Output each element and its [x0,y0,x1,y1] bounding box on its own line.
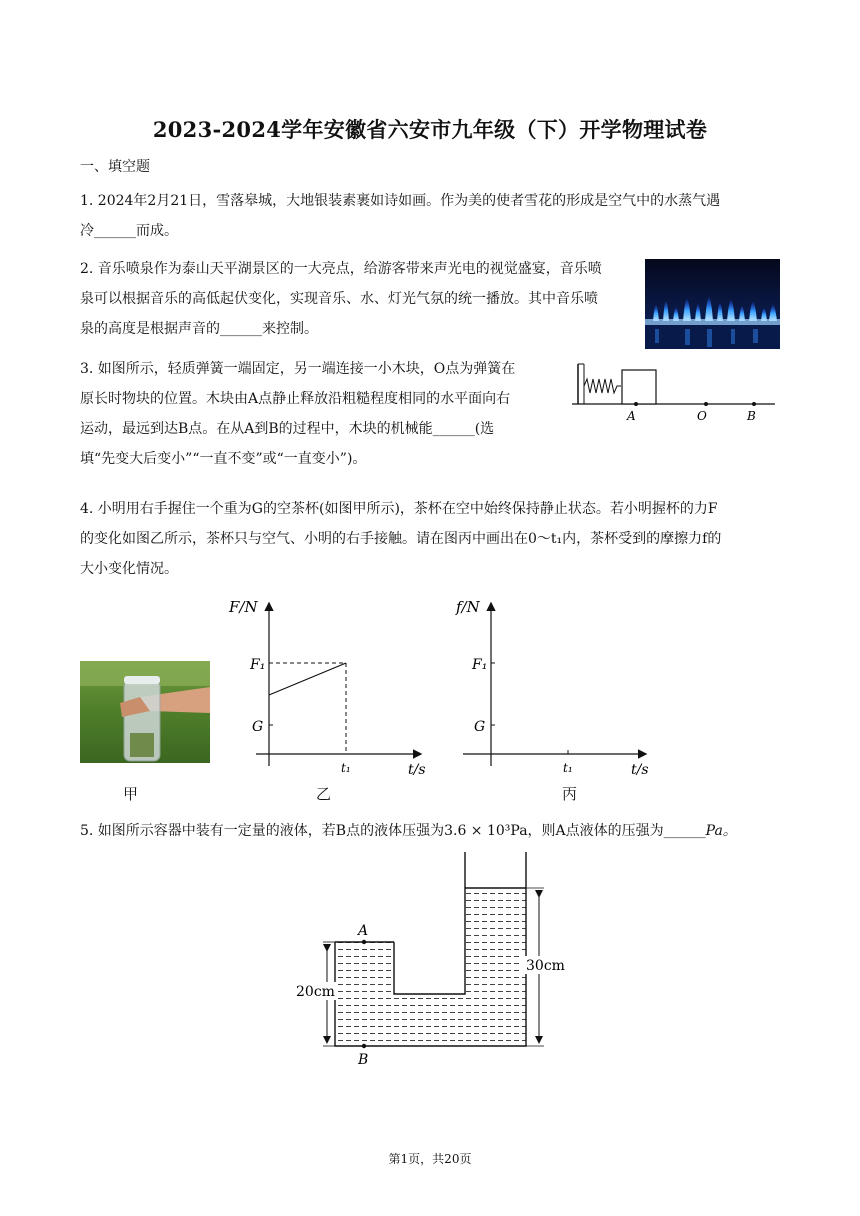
page-title: 2023-2024学年安徽省六安市九年级（下）开学物理试卷 [152,117,708,142]
caption-yi: 乙 [316,785,332,803]
q3-answer-blank[interactable]: ______ [432,421,475,437]
tick-f1: F₁ [472,657,488,673]
tick-f1: F₁ [250,657,266,673]
q1-line-1: 1. 2024年2月21日，雪落皋城，大地银装素裹如诗如画。作为美的使者雪花的形成是空气中的水蒸气遇 [80,193,721,209]
tick-t1: t₁ [563,761,573,775]
x-axis-label: t/s [408,762,426,778]
question-3 [80,354,570,474]
point-b-label: B [747,409,756,423]
q3-line-2: 原长时物块的位置。木块由A点静止释放沿粗糙程度相同的水平面向右 [80,391,511,407]
y-axis-label: F/N [229,598,258,616]
spring-block-diagram [570,362,785,424]
teacup-hand-photo [80,661,210,763]
caption-bing: 丙 [562,785,578,803]
q2-line-2: 泉可以根据音乐的高低起伏变化，实现音乐、水、灯光气氛的统一播放。其中音乐喷 [80,291,598,307]
point-b-label: B [358,1052,369,1068]
point-o-label: O [697,409,707,423]
tick-t1: t₁ [341,761,351,775]
dim-left-label: 20cm [296,984,335,1000]
q4-line-1: 4. 小明用右手握住一个重为G的空茶杯(如图甲所示)，茶杯在空中始终保持静止状态。若小明握杯的力F [80,501,718,517]
point-a-label: A [627,409,636,423]
liquid-container-diagram [290,848,580,1070]
spring-icon [584,379,621,393]
q2-line-3: 泉的高度是根据声音的______来控制。 [80,314,640,344]
dim-right-label: 30cm [526,958,565,974]
x-axis-label: t/s [631,762,649,778]
tick-g: G [252,719,264,735]
q2-answer-blank[interactable]: ______ [220,321,262,337]
point-a-label: A [358,923,369,939]
q3-line-3: 运动，最远到达B点。在从A到B的过程中，木块的机械能______(选 [80,414,570,444]
question-4 [80,494,780,584]
y-axis-label: f/N [456,598,480,616]
friction-graph-bing[interactable] [455,596,665,776]
question-5: 5. 如图所示容器中装有一定量的液体，若B点的液体压强为3.6 × 10³Pa，则A点液体的压强为______Pa。 [80,816,780,846]
q5-answer-blank[interactable]: ______ [663,823,706,839]
question-2 [80,254,640,344]
force-graph-yi [229,596,440,778]
tick-g: G [474,719,486,735]
caption-jia: 甲 [123,785,139,803]
section-heading: 一、填空题 [80,159,150,175]
question-1 [80,186,780,246]
q4-line-3: 大小变化情况。 [80,561,178,577]
q3-line-4: 填“先变大后变小”“一直不变”或“一直变小”)。 [80,451,367,467]
page-footer: 第1页，共20页 [388,1152,472,1166]
q4-line-2: 的变化如图乙所示，茶杯只与空气、小明的右手接触。请在图丙中画出在0～t₁内，茶杯受到的摩擦力f的 [80,531,722,547]
wood-block [622,370,656,404]
q3-line-1: 3. 如图所示，轻质弹簧一端固定，另一端连接一小木块，O点为弹簧在 [80,361,516,377]
q1-line-2: 冷______而成。 [80,216,780,246]
q1-answer-blank[interactable]: ______ [94,223,136,239]
q2-line-1: 2. 音乐喷泉作为泰山天平湖景区的一大亮点，给游客带来声光电的视觉盛宴，音乐喷 [80,261,602,277]
force-line [269,663,346,695]
fountain-photo [645,259,780,349]
